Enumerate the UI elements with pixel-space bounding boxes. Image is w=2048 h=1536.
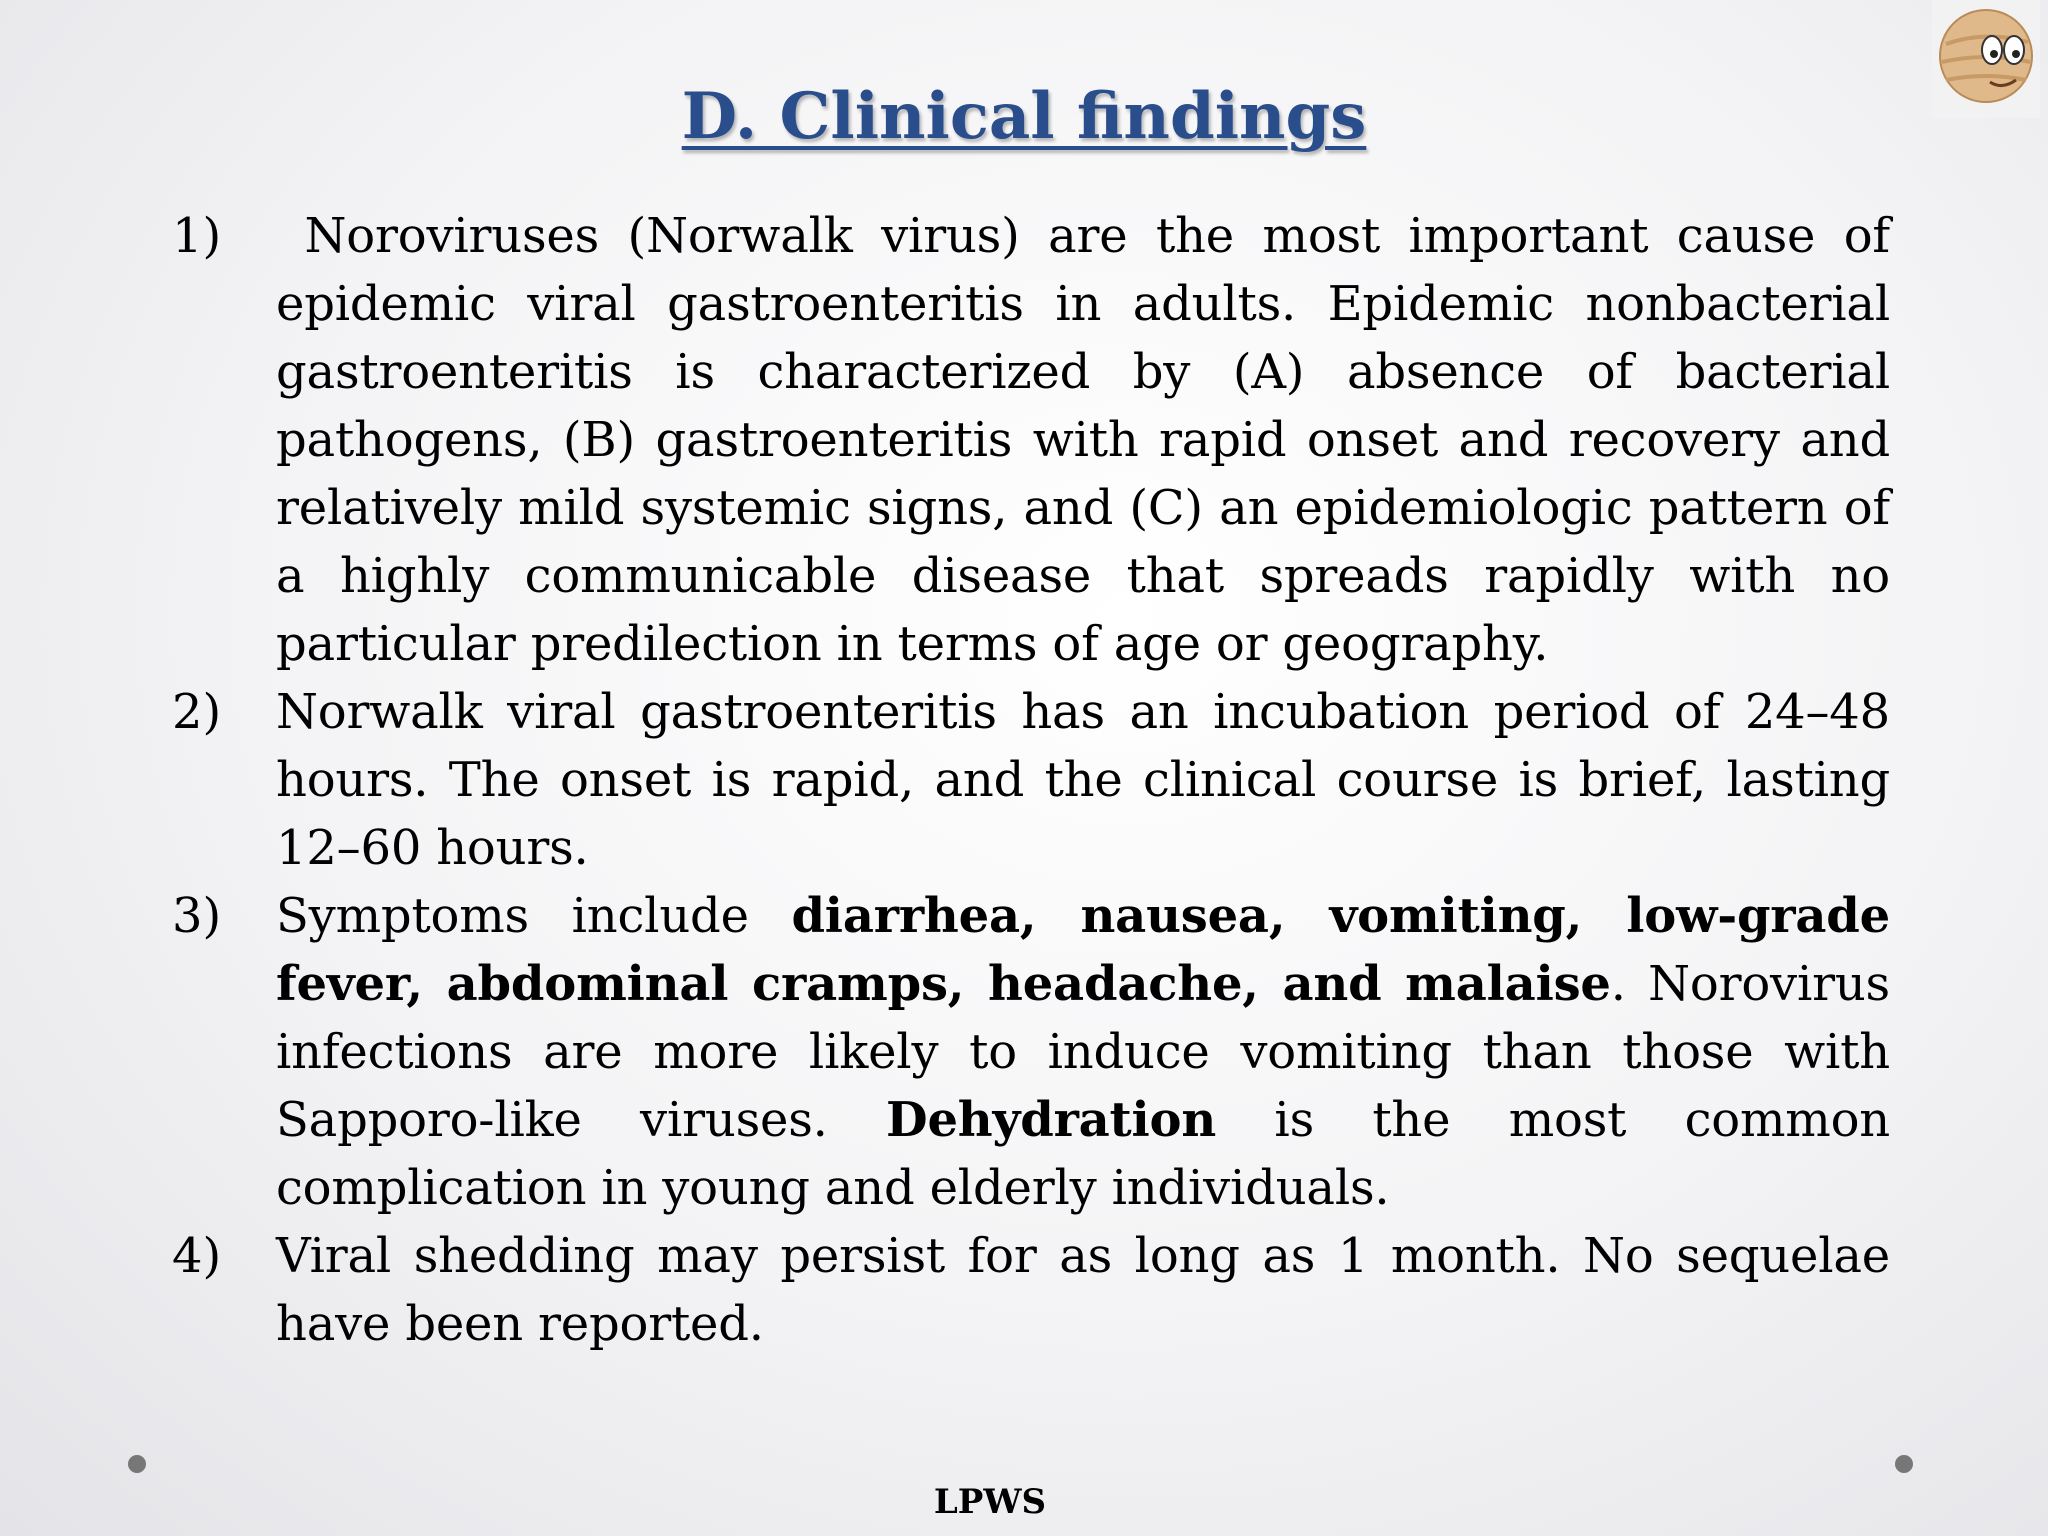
- finding-item: [172, 882, 1890, 1222]
- text-segment: Symptoms include: [276, 888, 792, 944]
- finding-text: [276, 882, 1890, 1222]
- bold-text-segment: diarrhea, nausea, vomiting, low-grade fever, abdominal cramps, headache, and malaise: [276, 888, 1890, 1012]
- text-segment: is the most common complication in young and elderly individuals.: [276, 1092, 1890, 1216]
- text-segment: Noroviruses (Norwalk virus) are the most important cause of epidemic viral gastroenteritis in adults. Epidemic nonbacterial gastroenteritis is characterized by (A) absence of bacterial pathogens, (B) gastroenteritis with rapid onset and recovery and relatively mild systemic signs, and (C) an epidemiologic pattern of a highly communicable disease that spreads rapidly with no particular predilection in terms of age or geography.: [276, 208, 1890, 672]
- finding-number: 3): [172, 888, 222, 944]
- finding-number: 1): [172, 208, 222, 264]
- bullet-dot-icon: [128, 1455, 146, 1473]
- finding-number: 4): [172, 1228, 222, 1284]
- text-segment: Viral shedding may persist for as long as 1 month. No sequelae have been reported.: [276, 1228, 1890, 1352]
- finding-item: [172, 202, 1890, 678]
- footer-text: LPWS: [933, 1482, 1047, 1522]
- finding-item: [172, 1222, 1890, 1358]
- text-segment: . Norovirus infections are more likely to induce vomiting than those with Sapporo-like viruses.: [276, 956, 1890, 1148]
- finding-number: 2): [172, 684, 222, 740]
- bold-text-segment: Dehydration: [886, 1092, 1217, 1148]
- slide-title: D. Clinical findings: [681, 79, 1367, 154]
- finding-text: [276, 202, 1890, 678]
- finding-text: [276, 678, 1890, 882]
- findings-list: [172, 202, 1890, 1358]
- text-segment: Norwalk viral gastroenteritis has an incubation period of 24–48 hours. The onset is rapid, and the clinical course is brief, lasting 12–60 hours.: [276, 684, 1890, 876]
- bullet-dot-icon: [1895, 1455, 1913, 1473]
- finding-item: [172, 678, 1890, 882]
- finding-text: [276, 1222, 1890, 1358]
